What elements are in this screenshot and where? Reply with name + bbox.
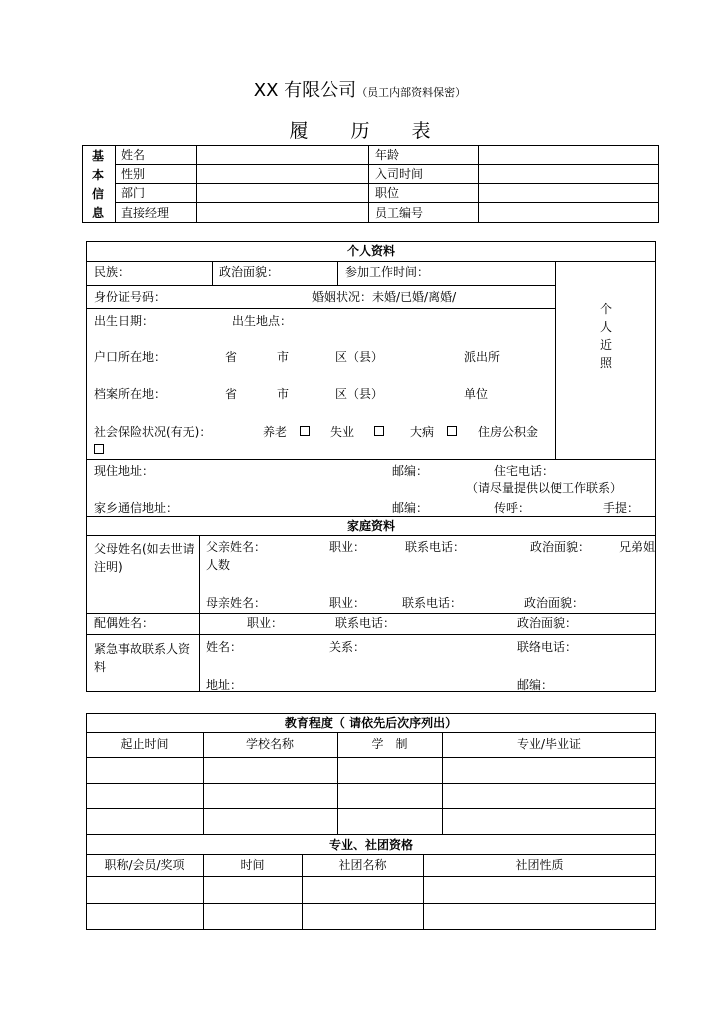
birth-date-label: 出生日期： bbox=[94, 314, 155, 328]
employee-no-label: 员工编号 bbox=[375, 206, 424, 220]
hire-date-label: 入司时间 bbox=[375, 167, 424, 181]
pager-label: 传呼： bbox=[494, 501, 531, 515]
archive-location-label: 档案所在地： bbox=[94, 387, 167, 401]
edu-col-school: 学校名称 bbox=[245, 737, 294, 751]
qualifications-section-title: 专业、社团资格 bbox=[328, 838, 413, 852]
ethnicity-label: 民族： bbox=[94, 265, 131, 279]
age-label: 年龄 bbox=[375, 148, 400, 162]
emergency-phone-label: 联络电话： bbox=[517, 640, 578, 654]
household-district: 区（县） bbox=[335, 350, 384, 364]
emergency-postcode-label: 邮编： bbox=[517, 678, 554, 692]
edu-col-period: 起止时间 bbox=[120, 737, 169, 751]
spouse-political-label: 政治面貌： bbox=[517, 616, 578, 630]
archive-province: 省 bbox=[225, 387, 238, 401]
personal-section-title: 个人资料 bbox=[346, 244, 395, 258]
name-label: 姓名 bbox=[121, 148, 146, 162]
archive-unit-label: 单位 bbox=[464, 387, 489, 401]
form-title: 履 历 表 bbox=[289, 120, 449, 142]
household-province: 省 bbox=[225, 350, 238, 364]
spouse-name-label: 配偶姓名： bbox=[94, 616, 155, 630]
qual-col-title: 职称/会员/奖项 bbox=[104, 858, 185, 872]
father-phone-label: 联系电话： bbox=[405, 540, 466, 554]
gender-label: 性别 bbox=[121, 167, 146, 181]
spouse-phone-label: 联系电话： bbox=[335, 616, 396, 630]
household-location-label: 户口所在地： bbox=[94, 350, 167, 364]
family-section-title: 家庭资料 bbox=[346, 519, 395, 533]
household-city: 市 bbox=[277, 350, 290, 364]
siblings-count-label: 人数 bbox=[206, 558, 231, 572]
edu-col-major: 专业/毕业证 bbox=[516, 737, 582, 751]
critical-illness-checkbox[interactable] bbox=[447, 426, 457, 436]
archive-city: 市 bbox=[277, 387, 290, 401]
company-title bbox=[0, 76, 720, 102]
emergency-name-label: 姓名： bbox=[206, 640, 243, 654]
archive-district: 区（县） bbox=[335, 387, 384, 401]
mother-occupation-label: 职业： bbox=[329, 596, 366, 610]
company-name: XX 有限公司 bbox=[253, 80, 357, 101]
education-section-title: 教育程度（ 请依先后次序列出） bbox=[284, 716, 458, 730]
pension-checkbox[interactable] bbox=[300, 426, 310, 436]
basic-info-side-label: 基 本 信 息 bbox=[91, 149, 104, 220]
department-label: 部门 bbox=[121, 186, 146, 200]
critical-illness-label: 大病 bbox=[410, 425, 435, 439]
siblings-label: 兄弟姐 bbox=[619, 540, 655, 554]
father-political-label: 政治面貌： bbox=[530, 540, 591, 554]
edu-col-duration: 学 制 bbox=[371, 737, 408, 751]
housing-fund-checkbox[interactable] bbox=[94, 444, 104, 454]
birth-place-label: 出生地点： bbox=[232, 314, 293, 328]
position-label: 职位 bbox=[375, 186, 400, 200]
qual-col-org-name: 社团名称 bbox=[338, 858, 387, 872]
unemployment-checkbox[interactable] bbox=[374, 426, 384, 436]
housing-fund-label: 住房公积金 bbox=[478, 425, 539, 439]
hometown-address-label: 家乡通信地址： bbox=[94, 501, 179, 515]
police-station-label: 派出所 bbox=[464, 350, 501, 364]
current-postcode-label: 邮编： bbox=[392, 464, 429, 478]
emergency-contact-label: 紧急事故联系人资料 bbox=[94, 642, 191, 674]
father-name-label: 父亲姓名： bbox=[206, 540, 267, 554]
current-address-label: 现住地址： bbox=[94, 464, 155, 478]
manager-label: 直接经理 bbox=[121, 206, 170, 220]
phone-note: （请尽量提供以便工作联系） bbox=[466, 481, 623, 495]
political-status-label: 政治面貌： bbox=[219, 265, 280, 279]
father-occupation-label: 职业： bbox=[329, 540, 366, 554]
parents-label: 父母姓名(如去世请注明) bbox=[94, 542, 195, 574]
emergency-address-label: 地址： bbox=[206, 678, 243, 692]
mobile-label: 手提： bbox=[603, 501, 640, 515]
id-number-label: 身份证号码： bbox=[94, 290, 167, 304]
emergency-relation-label: 关系： bbox=[329, 640, 366, 654]
confidential-note: （员工内部资料保密） bbox=[356, 86, 467, 99]
qual-col-org-nature: 社团性质 bbox=[515, 858, 564, 872]
photo-area-label: 个 人 近 照 bbox=[599, 302, 612, 370]
work-start-label: 参加工作时间： bbox=[345, 265, 430, 279]
spouse-occupation-label: 职业： bbox=[247, 616, 284, 630]
qual-col-time: 时间 bbox=[240, 858, 265, 872]
marital-status-label: 婚姻状况：未婚/已婚/离婚/ bbox=[312, 290, 457, 304]
pension-label: 养老 bbox=[263, 425, 288, 439]
mother-name-label: 母亲姓名： bbox=[206, 596, 267, 610]
social-insurance-label: 社会保险状况(有无)： bbox=[94, 425, 212, 439]
mother-phone-label: 联系电话： bbox=[402, 596, 463, 610]
hometown-postcode-label: 邮编： bbox=[392, 501, 429, 515]
home-phone-label: 住宅电话： bbox=[494, 464, 555, 478]
unemployment-label: 失业 bbox=[330, 425, 355, 439]
mother-political-label: 政治面貌： bbox=[524, 596, 585, 610]
